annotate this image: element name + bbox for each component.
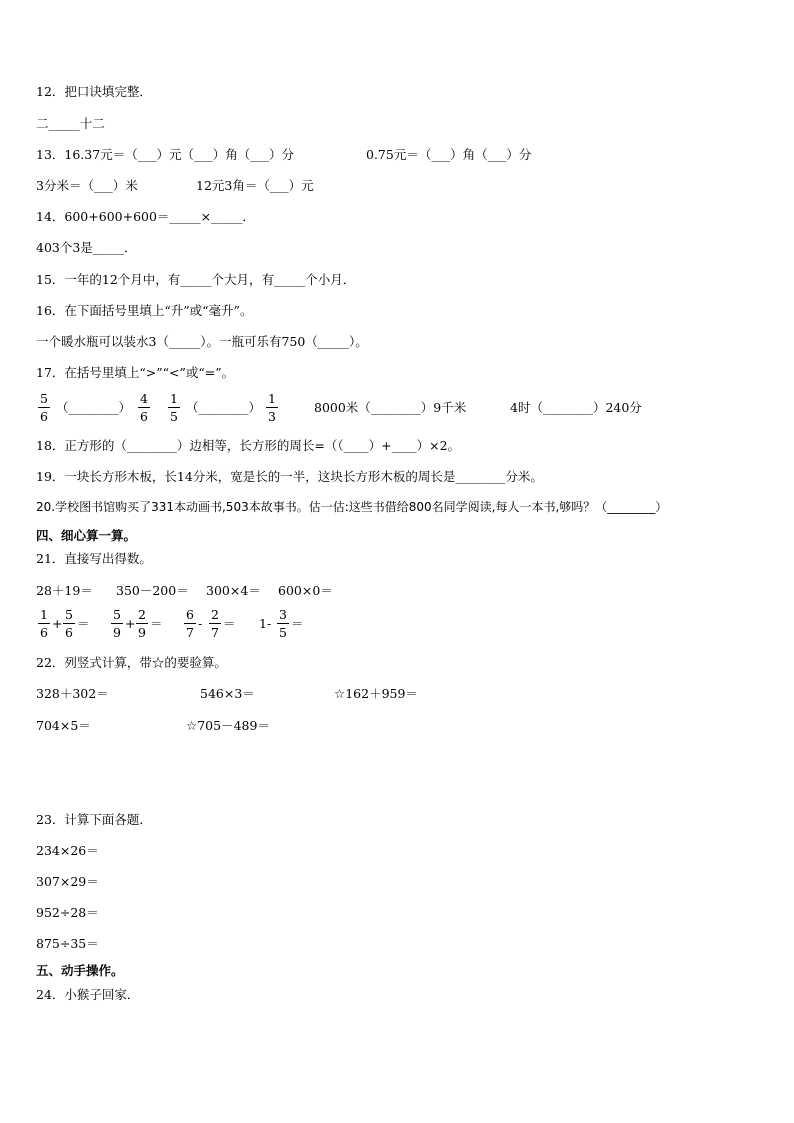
- q16-line: 一个暖水瓶可以装水3（_____）。一瓶可乐有750（_____）。: [36, 334, 368, 349]
- numerator: 1: [40, 607, 48, 622]
- q21-f3-b: [209, 607, 221, 640]
- q21-f4-eq: ＝: [291, 616, 304, 631]
- q21-item-1: 28＋19＝: [36, 583, 93, 598]
- q21-title: 21．直接写出得数。: [36, 551, 152, 566]
- denominator: 6: [40, 409, 48, 424]
- q21-f3-eq: ＝: [223, 616, 236, 631]
- q14-line-b: 403个3是_____．: [36, 240, 137, 255]
- q22-item-5: ☆705－489＝: [186, 718, 270, 733]
- q19-line: 19．一块长方形木板，长14分米，宽是长的一半，这块长方形木板的周长是________分米。: [36, 469, 543, 484]
- denominator: 7: [186, 625, 194, 640]
- numerator: 5: [40, 391, 48, 406]
- denominator: 5: [279, 625, 287, 640]
- q21-item-3: 300×4＝: [206, 583, 261, 598]
- q17-compare-length: 8000米（________）9千米: [314, 400, 467, 415]
- q14-line-a: 14．600+600+600＝_____×_____．: [36, 209, 255, 224]
- q21-f2-eq: ＝: [150, 616, 163, 631]
- q23-item-2: 307×29＝: [36, 874, 99, 889]
- numerator: 3: [279, 607, 287, 622]
- q22-item-2: 546×3＝: [200, 686, 255, 701]
- q22-item-1: 328＋302＝: [36, 686, 109, 701]
- numerator: 5: [65, 607, 73, 622]
- q24-title: 24．小猴子回家．: [36, 987, 140, 1002]
- numerator: 2: [138, 607, 146, 622]
- q23-title: 23．计算下面各题．: [36, 812, 152, 827]
- numerator: 1: [268, 391, 276, 406]
- q22-item-4: 704×5＝: [36, 718, 91, 733]
- q21-item-2: 350－200＝: [116, 583, 189, 598]
- denominator: 9: [138, 625, 146, 640]
- section-5-heading: 五、动手操作。: [36, 963, 124, 978]
- denominator: 9: [113, 625, 121, 640]
- q17-frac-4-6: [138, 391, 150, 424]
- denominator: 6: [140, 409, 148, 424]
- q17-frac-5-6: [38, 391, 50, 424]
- q21-f3-a: [184, 607, 196, 640]
- denominator: 3: [268, 409, 276, 424]
- q21-f2-b: [136, 607, 148, 640]
- q13-line-d: 12元3角＝（___）元: [196, 178, 314, 193]
- q21-item-4: 600×0＝: [278, 583, 333, 598]
- q13-line-a: 13．16.37元＝（___）元（___）角（___）分: [36, 147, 294, 162]
- q21-f1-op: +: [52, 616, 63, 631]
- q21-f4-b: [277, 607, 289, 640]
- q12-title: 12．把口诀填完整．: [36, 84, 152, 99]
- numerator: 1: [170, 391, 178, 406]
- numerator: 2: [211, 607, 219, 622]
- q17-title: 17．在括号里填上“>”“<”或“=”。: [36, 365, 235, 380]
- q17-frac-1-3: [266, 391, 278, 424]
- q21-f1-eq: ＝: [77, 616, 90, 631]
- denominator: 6: [65, 625, 73, 640]
- q23-item-1: 234×26＝: [36, 843, 99, 858]
- q18-line: 18．正方形的（________）边相等，长方形的周长=（（____）+____）×2。: [36, 438, 461, 453]
- numerator: 4: [140, 391, 148, 406]
- q17-compare-time: 4时（________）240分: [510, 400, 642, 415]
- q20-line: 20.学校图书馆购买了331本动画书,503本故事书。估一估:这些书借给800名同学阅读,每人一本书,够吗？（________）: [36, 500, 668, 514]
- q21-f2-a: [111, 607, 123, 640]
- q23-item-3: 952÷28＝: [36, 905, 99, 920]
- numerator: 6: [186, 607, 194, 622]
- q17-blank-1: （________）: [56, 400, 132, 415]
- q21-f1-a: [38, 607, 50, 640]
- q21-f1-b: [63, 607, 75, 640]
- q17-frac-1-5: [168, 391, 180, 424]
- q22-item-3: ☆162＋959＝: [334, 686, 418, 701]
- denominator: 7: [211, 625, 219, 640]
- q23-item-4: 875÷35＝: [36, 936, 99, 951]
- q21-f4-pre: 1-: [259, 616, 272, 631]
- section-4-heading: 四、细心算一算。: [36, 528, 137, 543]
- q13-line-c: 3分米＝（___）米: [36, 178, 138, 193]
- q21-f3-op: -: [198, 616, 203, 631]
- denominator: 5: [170, 409, 178, 424]
- q16-title: 16．在下面括号里填上“升”或“毫升”。: [36, 303, 253, 318]
- numerator: 5: [113, 607, 121, 622]
- q22-title: 22．列竖式计算，带☆的要验算。: [36, 655, 227, 670]
- denominator: 6: [40, 625, 48, 640]
- q21-f2-op: +: [125, 616, 136, 631]
- q13-line-b: 0.75元＝（___）角（___）分: [366, 147, 532, 162]
- q12-line: 二_____十二: [36, 116, 105, 131]
- q15-line: 15．一年的12个月中，有_____个大月，有_____个小月．: [36, 272, 356, 287]
- q17-blank-2: （________）: [186, 400, 262, 415]
